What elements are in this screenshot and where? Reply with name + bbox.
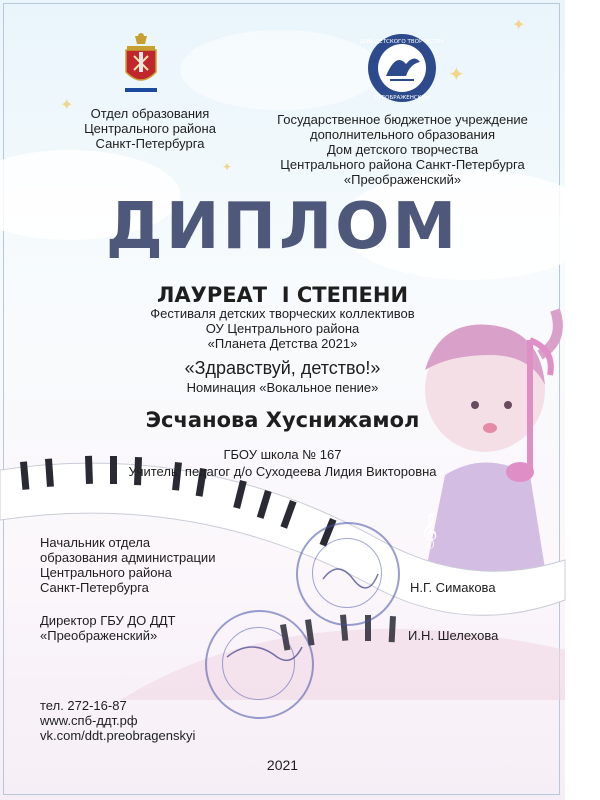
director-position-line: Директор ГБУ ДО ДДТ xyxy=(40,613,176,628)
recipient-name: Эсчанова Хуснижамол xyxy=(145,408,420,432)
director-signatory-name: И.Н. Шелехова xyxy=(408,628,499,643)
svg-text:𝄞: 𝄞 xyxy=(420,513,438,548)
right-org-line: дополнительного образования xyxy=(309,127,495,142)
cloud-decoration xyxy=(180,30,380,110)
right-org-line: «Преображенский» xyxy=(343,172,462,187)
right-organization xyxy=(255,112,550,187)
ddt-logo-icon xyxy=(359,32,445,104)
website-link[interactable]: www.спб-ддт.рф xyxy=(40,713,138,728)
laureat-degree: ЛАУРЕАТ I СТЕПЕНИ xyxy=(156,283,409,307)
right-org-line: Центрального района Санкт-Петербурга xyxy=(280,157,525,172)
left-org-line: Центрального района xyxy=(84,121,216,136)
head-position-line: Санкт-Петербурга xyxy=(40,580,149,595)
teacher-name: Учитель, педагог д/о Суходеева Лидия Викторовна xyxy=(128,464,437,479)
festival-line: «Планета Детства 2021» xyxy=(207,336,358,351)
right-org-line: Дом детского творчества xyxy=(326,142,479,157)
nomination: Номинация «Вокальное пение» xyxy=(186,380,379,395)
festival-line: Фестиваля детских творческих коллективов xyxy=(150,306,415,321)
festival-info xyxy=(0,306,565,351)
director-position-line: «Преображенский» xyxy=(40,628,158,643)
vk-link[interactable]: vk.com/ddt.preobragenskyi xyxy=(40,728,196,743)
star-icon: ✦ xyxy=(222,160,233,174)
director-position xyxy=(40,613,270,643)
festival-motto: «Здравствуй, детство!» xyxy=(184,358,381,378)
official-stamp xyxy=(296,522,400,626)
phone: тел. 272-16-87 xyxy=(40,698,127,713)
school-name: ГБОУ школа № 167 xyxy=(223,447,342,462)
year: 2021 xyxy=(266,757,299,773)
contacts xyxy=(40,698,195,743)
star-icon: ✦ xyxy=(512,15,526,34)
head-signatory-name: Н.Г. Симакова xyxy=(410,580,496,595)
svg-text:ДОМ ДЕТСКОГО ТВОРЧЕСТВА: ДОМ ДЕТСКОГО ТВОРЧЕСТВА xyxy=(359,39,445,45)
svg-text:ПРЕОБРАЖЕНСКИЙ: ПРЕОБРАЖЕНСКИЙ xyxy=(374,95,430,101)
right-org-line: Государственное бюджетное учреждение xyxy=(277,112,528,127)
head-position-line: образования администрации xyxy=(40,550,216,565)
coat-of-arms-icon xyxy=(123,32,159,94)
head-position-line: Начальник отдела xyxy=(40,535,151,550)
left-organization xyxy=(60,106,240,151)
left-org-line: Санкт-Петербурга xyxy=(95,136,205,151)
head-position-line: Центрального района xyxy=(40,565,172,580)
festival-line: ОУ Центрального района xyxy=(205,321,360,336)
diploma-title: ДИПЛОМ xyxy=(105,190,460,264)
star-icon: ✦ xyxy=(448,62,465,86)
head-position xyxy=(40,535,270,595)
star-icon: ✦ xyxy=(60,95,74,114)
left-org-line: Отдел образования xyxy=(90,106,210,121)
